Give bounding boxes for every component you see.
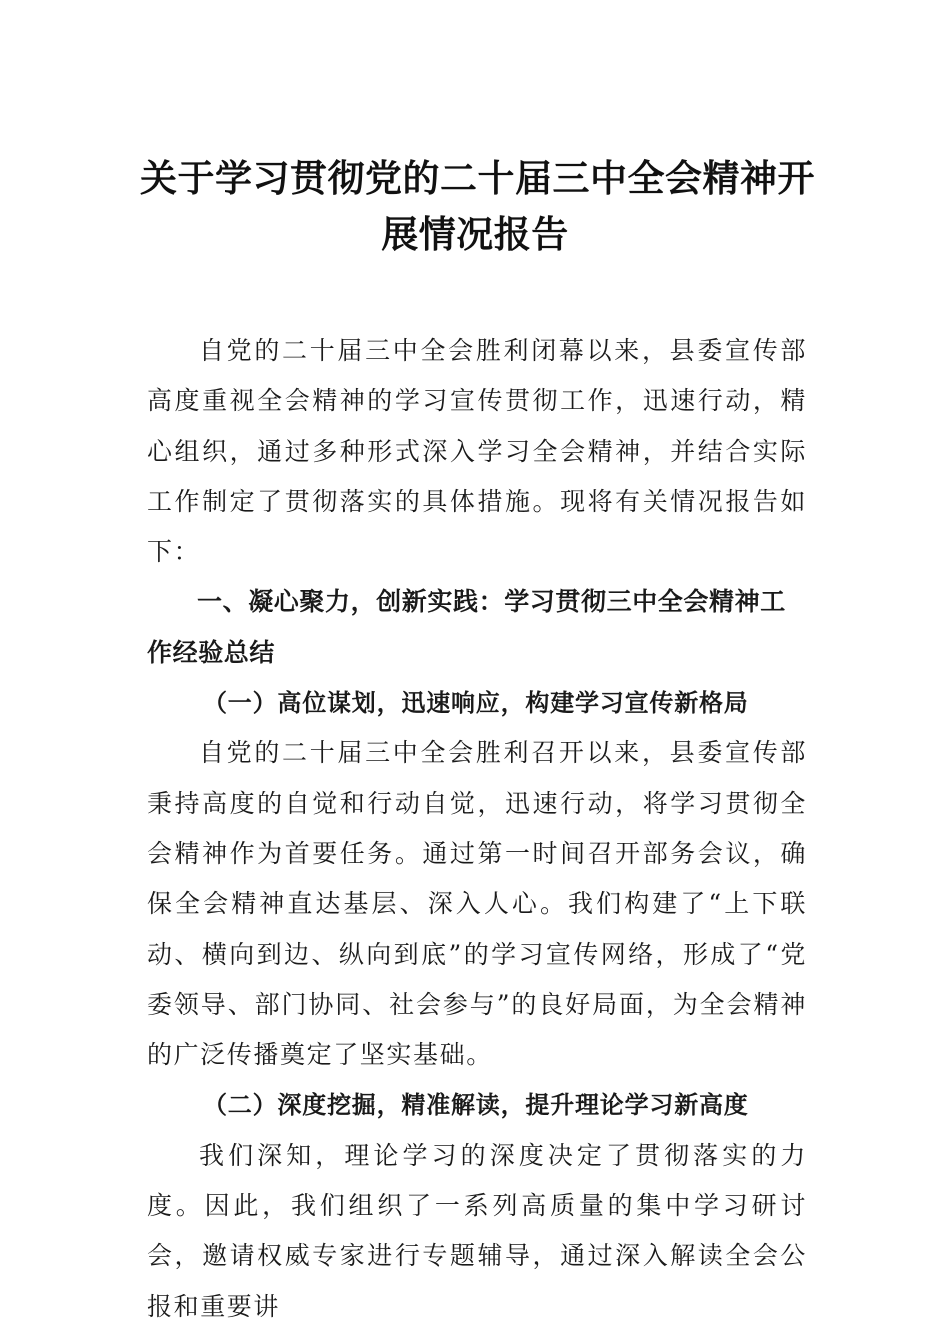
title-line-2: 展情况报告 bbox=[381, 212, 569, 256]
document-title bbox=[140, 150, 815, 262]
title-line-1: 关于学习贯彻党的二十届三中全会精神开 bbox=[140, 156, 815, 200]
subsection-paragraph-2: 我们深知，理论学习的深度决定了贯彻落实的力度。因此，我们组织了一系列高质量的集中学习研讨会，邀请权威专家进行专题辅导，通过深入解读全会公报和重要讲 bbox=[147, 1140, 807, 1321]
subsection-heading-1: （一）高位谋划，迅速响应，构建学习宣传新格局 bbox=[203, 688, 749, 718]
subsection-heading-2: （二）深度挖掘，精准解读，提升理论学习新高度 bbox=[203, 1090, 749, 1120]
document-body bbox=[147, 326, 807, 1332]
intro-paragraph: 自党的二十届三中全会胜利闭幕以来，县委宣传部高度重视全会精神的学习宣传贯彻工作，迅速行动，精心组织，通过多种形式深入学习全会精神，并结合实际工作制定了贯彻落实的具体措施。现将有关情况报告如下： bbox=[147, 336, 807, 567]
subsection-paragraph-1: 自党的二十届三中全会胜利召开以来，县委宣传部秉持高度的自觉和行动自觉，迅速行动，将学习贯彻全会精神作为首要任务。通过第一时间召开部务会议，确保全会精神直达基层、深入人心。我们构建了“上下联动、横向到边、纵向到底”的学习宣传网络，形成了“党委领导、部门协同、社会参与”的良好局面，为全会精神的广泛传播奠定了坚实基础。 bbox=[147, 738, 807, 1070]
section-heading-1: 一、凝心聚力，创新实践：学习贯彻三中全会精神工作经验总结 bbox=[147, 587, 786, 667]
